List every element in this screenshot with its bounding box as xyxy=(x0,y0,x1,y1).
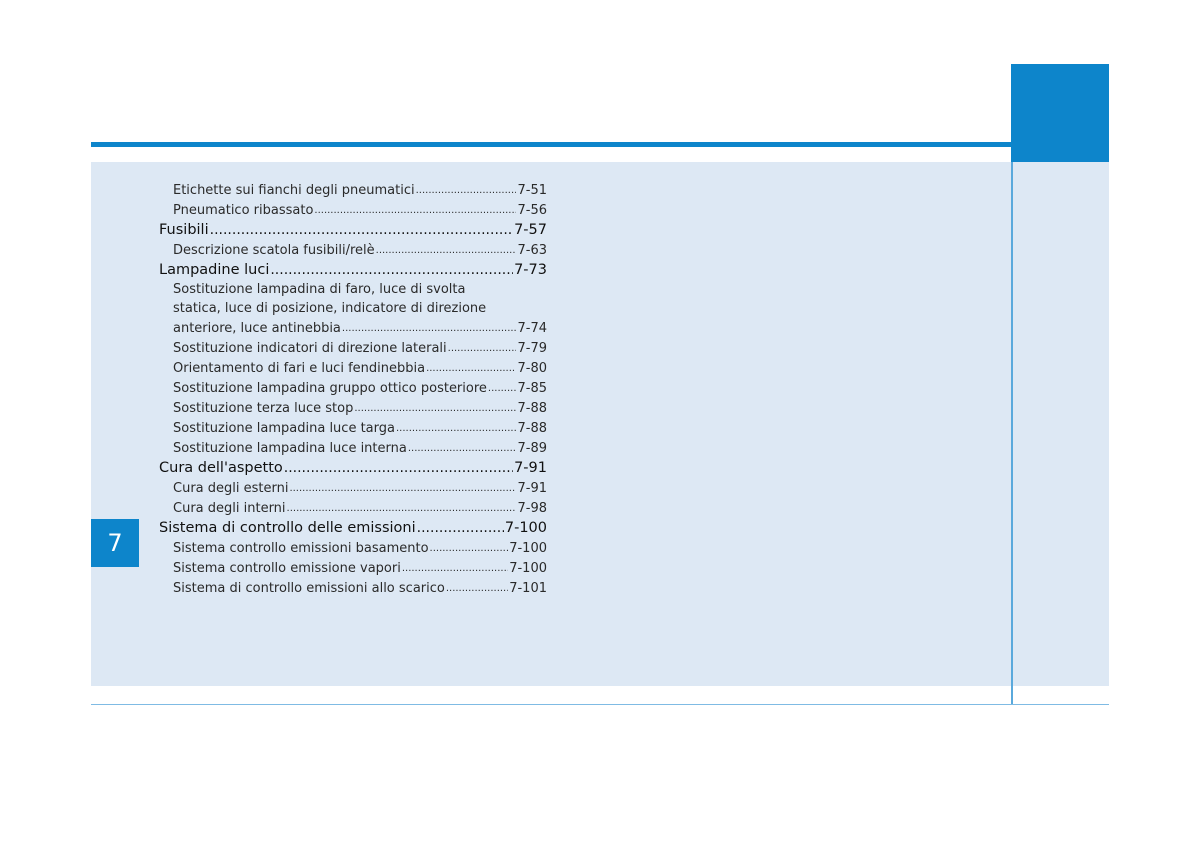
dot-leader xyxy=(417,518,504,538)
toc-section-entry[interactable] xyxy=(159,220,547,240)
dot-leader xyxy=(354,398,516,418)
toc-entry-title: Fusibili xyxy=(159,222,209,238)
toc-subsection-entry[interactable] xyxy=(159,418,547,438)
toc-entry-page: 7-56 xyxy=(517,203,547,218)
toc-entry-page: 7-57 xyxy=(514,222,547,238)
dot-leader xyxy=(314,200,516,220)
corner-color-tab xyxy=(1011,64,1109,162)
dot-leader xyxy=(416,180,517,200)
toc-subsection-entry[interactable] xyxy=(159,558,547,578)
toc-entry-title: Cura degli interni xyxy=(173,501,286,516)
dot-leader xyxy=(284,458,513,478)
toc-entry-page: 7-89 xyxy=(517,441,547,456)
toc-subsection-entry[interactable] xyxy=(159,498,547,518)
side-margin-panel xyxy=(1013,162,1109,686)
toc-subsection-entry[interactable] xyxy=(159,338,547,358)
dot-leader xyxy=(446,578,508,598)
toc-entry-title: Orientamento di fari e luci fendinebbia xyxy=(173,361,426,376)
toc-entry-page: 7-73 xyxy=(514,262,547,278)
dot-leader xyxy=(408,438,517,458)
toc-entry-title: Sostituzione lampadina luce interna xyxy=(173,441,407,456)
toc-entry-title: Etichette sui fianchi degli pneumatici xyxy=(173,183,415,198)
table-of-contents xyxy=(159,180,547,598)
toc-subsection-entry[interactable] xyxy=(159,478,547,498)
toc-entry-page: 7-100 xyxy=(509,541,547,556)
toc-entry-title: Sistema di controllo emissioni allo scarico xyxy=(173,581,445,596)
toc-subsection-entry[interactable] xyxy=(159,180,547,200)
toc-entry-page: 7-85 xyxy=(517,381,547,396)
chapter-number-tab[interactable]: 7 xyxy=(91,519,139,567)
dot-leader xyxy=(210,220,513,240)
toc-entry-page: 7-98 xyxy=(517,501,547,516)
dot-leader xyxy=(488,378,517,398)
dot-leader xyxy=(430,538,509,558)
footer-rule xyxy=(91,704,1109,705)
toc-entry-title: Cura dell'aspetto xyxy=(159,460,283,476)
dot-leader xyxy=(376,240,517,260)
toc-entry-title: Sistema controllo emissioni basamento xyxy=(173,541,429,556)
toc-entry-title: Sostituzione lampadina luce targa xyxy=(173,421,395,436)
toc-entry-line: statica, luce di posizione, indicatore di direzione xyxy=(173,301,487,316)
toc-subsection-entry[interactable] xyxy=(159,318,547,338)
toc-entry-title: Sostituzione terza luce stop xyxy=(173,401,354,416)
toc-section-entry[interactable] xyxy=(159,260,547,280)
toc-entry-line: Sostituzione lampadina di faro, luce di svolta xyxy=(173,282,466,297)
toc-section-entry[interactable] xyxy=(159,458,547,478)
toc-entry-title: Cura degli esterni xyxy=(173,481,289,496)
toc-entry-title: Sistema di controllo delle emissioni xyxy=(159,520,416,536)
dot-leader xyxy=(287,498,517,518)
toc-entry-page: 7-80 xyxy=(517,361,547,376)
toc-entry-page: 7-79 xyxy=(517,341,547,356)
toc-entry-page: 7-63 xyxy=(517,243,547,258)
toc-entry-page: 7-88 xyxy=(517,401,547,416)
dot-leader xyxy=(426,358,516,378)
toc-subsection-entry[interactable] xyxy=(159,538,547,558)
dot-leader xyxy=(448,338,517,358)
toc-entry-title: Sistema controllo emissione vapori xyxy=(173,561,401,576)
toc-subsection-entry[interactable] xyxy=(159,378,547,398)
toc-section-entry[interactable] xyxy=(159,518,547,538)
toc-entry-title: Sostituzione indicatori di direzione laterali xyxy=(173,341,447,356)
toc-entry-title: anteriore, luce antinebbia xyxy=(173,321,341,336)
toc-entry-title: Descrizione scatola fusibili/relè xyxy=(173,243,375,258)
toc-entry-title: Lampadine luci xyxy=(159,262,270,278)
toc-entry-page: 7-51 xyxy=(517,183,547,198)
toc-subsection-entry[interactable] xyxy=(159,200,547,220)
toc-subsection-entry[interactable] xyxy=(159,578,547,598)
toc-subsection-entry[interactable] xyxy=(159,358,547,378)
toc-entry-page: 7-91 xyxy=(517,481,547,496)
toc-entry-page: 7-101 xyxy=(509,581,547,596)
dot-leader xyxy=(396,418,517,438)
dot-leader xyxy=(270,260,513,280)
toc-entry-page: 7-100 xyxy=(509,561,547,576)
dot-leader xyxy=(342,318,517,338)
toc-subsection-entry[interactable] xyxy=(159,398,547,418)
side-divider-rule xyxy=(1011,162,1013,704)
header-rule xyxy=(91,142,1011,147)
dot-leader xyxy=(289,478,516,498)
dot-leader xyxy=(402,558,508,578)
toc-entry-title: Pneumatico ribassato xyxy=(173,203,314,218)
toc-entry-page: 7-91 xyxy=(514,460,547,476)
toc-entry-page: 7-100 xyxy=(504,520,547,536)
toc-entry-page: 7-74 xyxy=(517,321,547,336)
toc-entry-title: Sostituzione lampadina gruppo ottico posteriore xyxy=(173,381,487,396)
toc-subsection-entry[interactable] xyxy=(159,438,547,458)
toc-entry-page: 7-88 xyxy=(517,421,547,436)
toc-subsection-entry[interactable] xyxy=(159,240,547,260)
